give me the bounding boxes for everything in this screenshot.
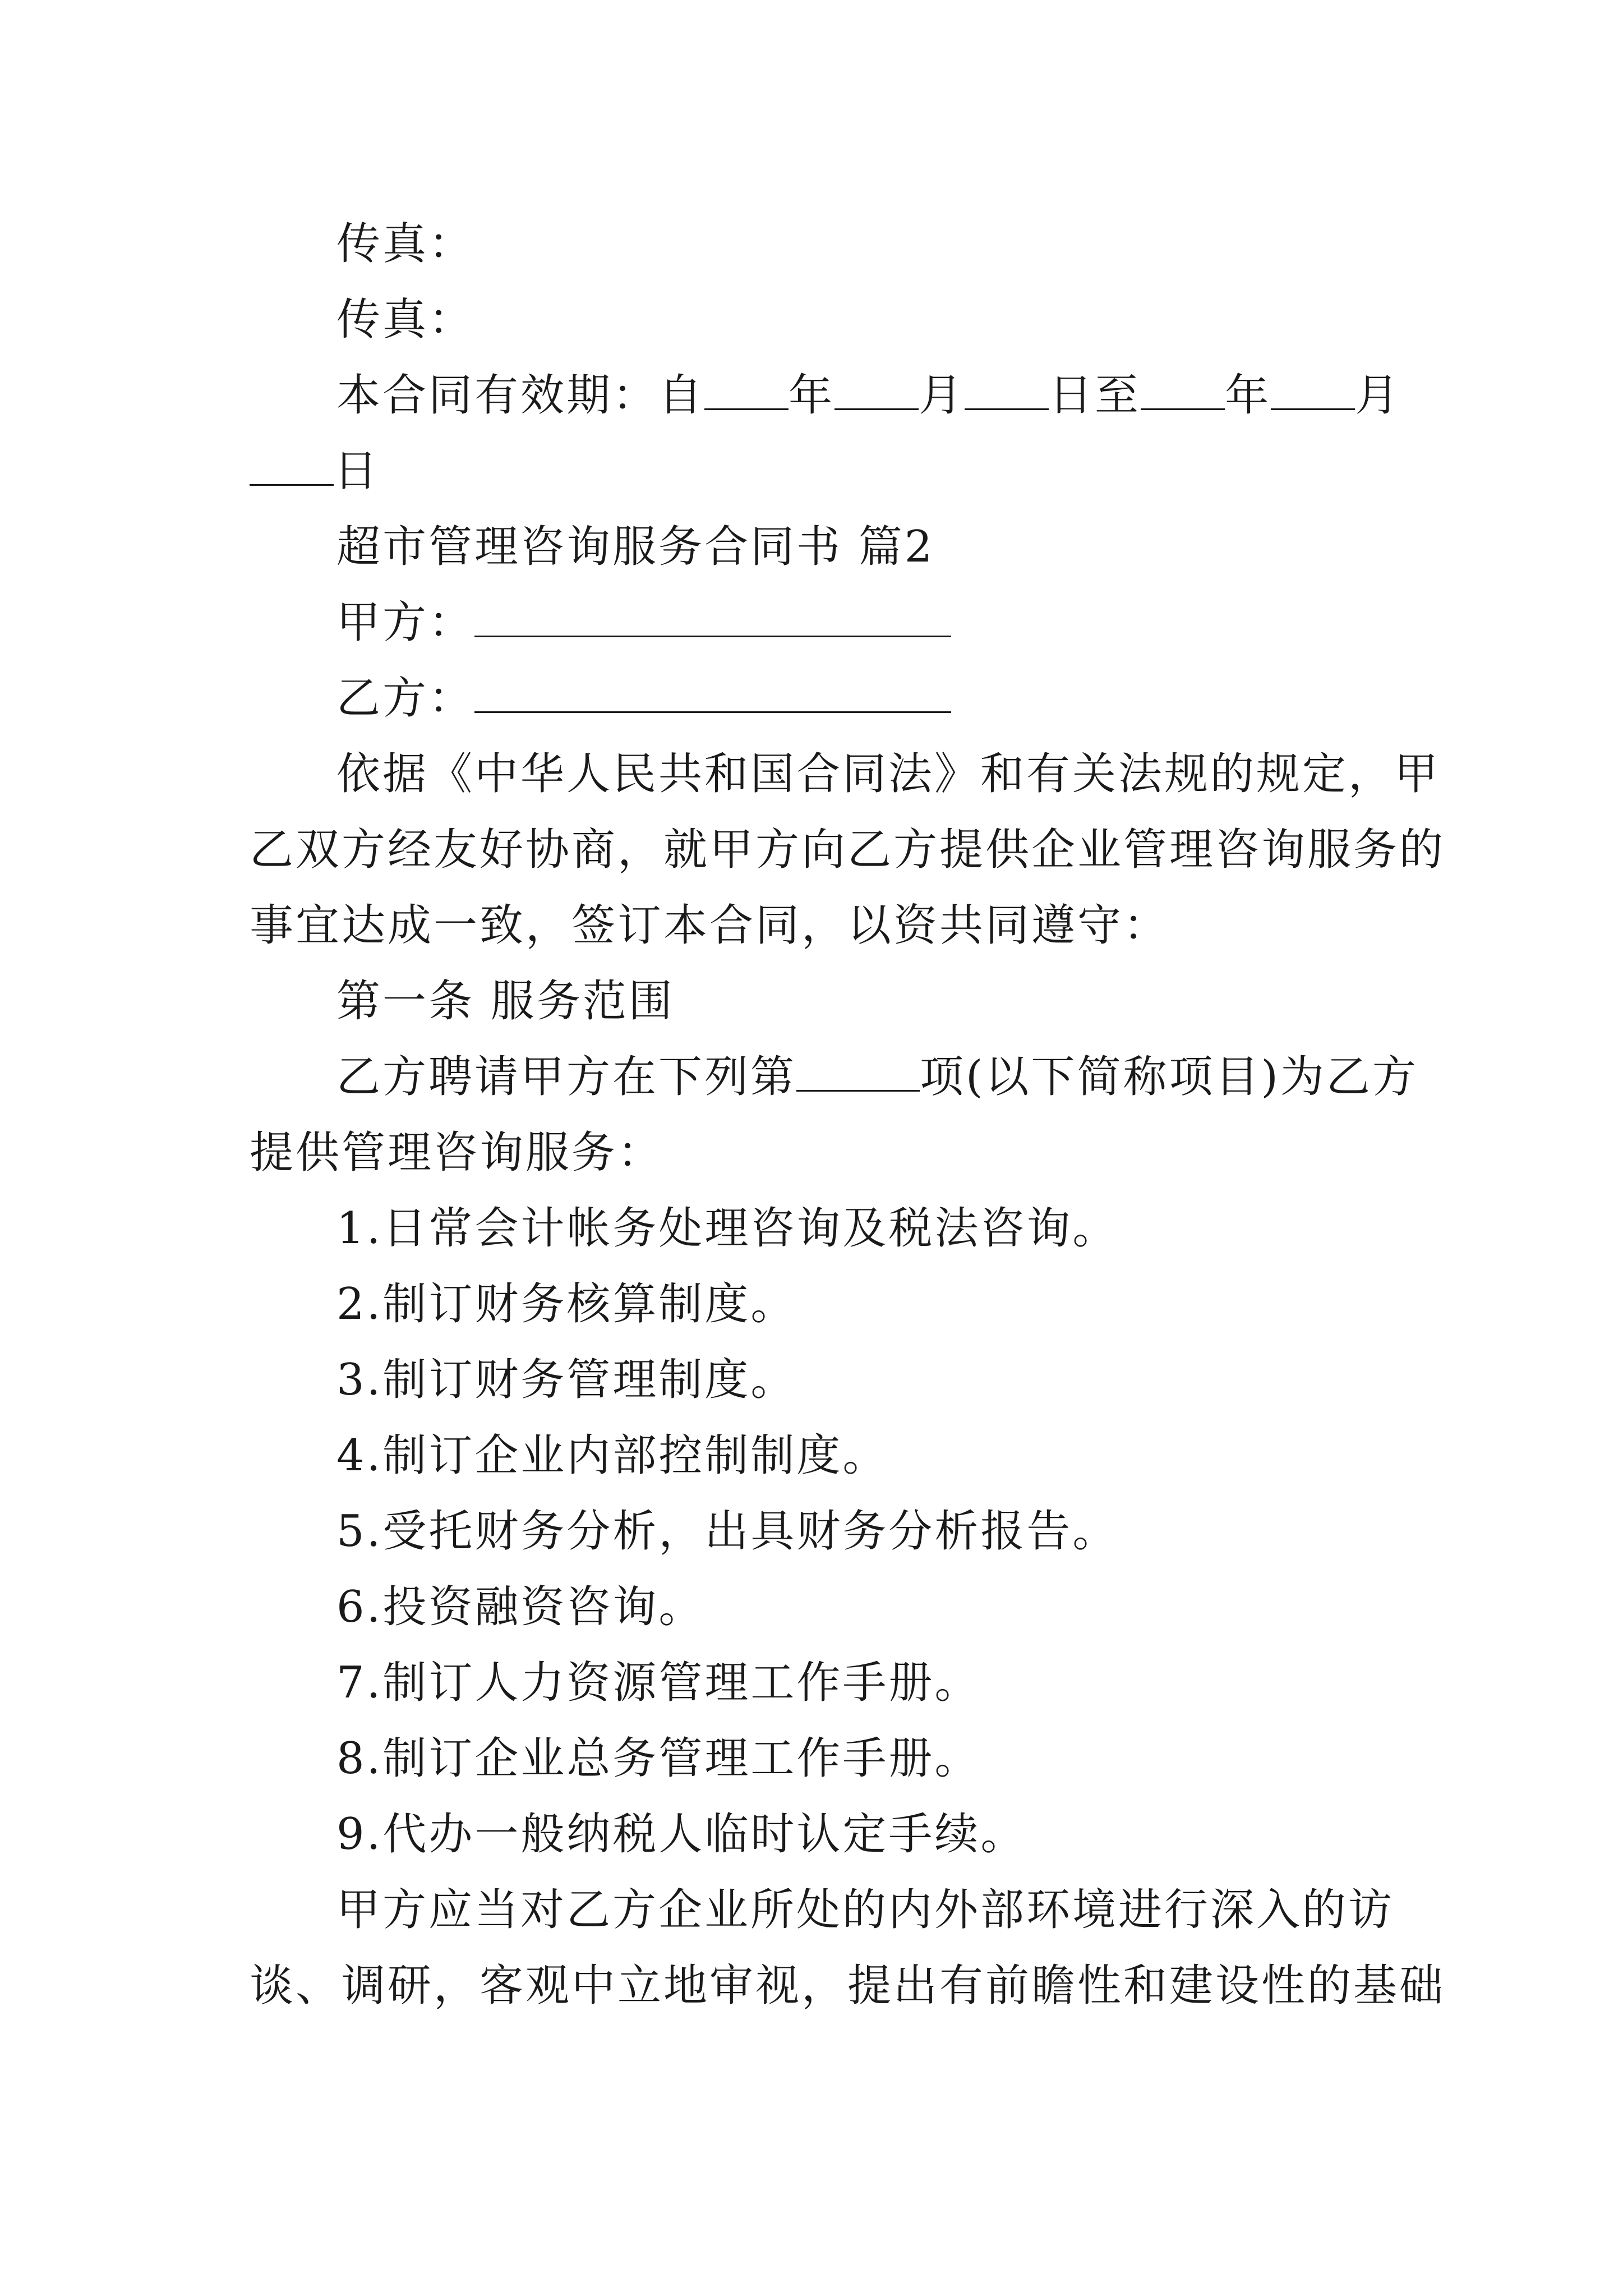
closing-line-1: 甲方应当对乙方企业所处的内外部环境进行深入的访 — [336, 1885, 1395, 1935]
item-number-blank — [796, 1051, 920, 1092]
fax-line-2: 传真： — [336, 295, 475, 345]
year-label-2: 年 — [1225, 370, 1271, 421]
list-item: 4.制订企业内部控制制度。 — [336, 1430, 889, 1481]
section-title: 超市管理咨询服务合同书 篇2 — [336, 522, 935, 572]
party-a-line — [336, 595, 951, 651]
month-blank-1 — [834, 369, 919, 410]
article1-body-a: 乙方聘请甲方在下列第 — [336, 1052, 797, 1102]
closing-line-2: 谈、调研，客观中立地审视，提出有前瞻性和建设性的基础 — [250, 1961, 1446, 2011]
year-label-1: 年 — [789, 370, 835, 421]
validity-prefix: 本合同有效期：自 — [336, 370, 705, 421]
month-label-1: 月 — [919, 370, 965, 421]
list-item: 9.代办一般纳税人临时认定手续。 — [336, 1809, 1027, 1860]
list-item: 5.受托财务分析，出具财务分析报告。 — [336, 1506, 1119, 1557]
list-item: 2.制订财务核算制度。 — [336, 1279, 797, 1329]
list-item: 8.制订企业总务管理工作手册。 — [336, 1733, 981, 1784]
month-blank-2 — [1271, 369, 1355, 410]
list-item: 6.投资融资咨询。 — [336, 1582, 705, 1632]
validity-line-2 — [250, 443, 380, 499]
article1-title: 第一条 服务范围 — [336, 976, 675, 1027]
month-label-2: 月 — [1355, 370, 1401, 421]
list-item: 3.制订财务管理制度。 — [336, 1355, 797, 1405]
year-blank-2 — [1141, 369, 1225, 410]
intro-line-3: 事宜达成一致，签订本合同，以资共同遵守： — [250, 900, 1170, 951]
day-blank-2 — [250, 445, 334, 486]
party-b-blank — [474, 672, 951, 713]
list-item: 1.日常会计帐务处理咨询及税法咨询。 — [336, 1203, 1119, 1254]
day-label-2: 日 — [334, 446, 380, 496]
year-blank-1 — [704, 369, 789, 410]
validity-line — [336, 367, 1401, 424]
article1-body-line-2: 提供管理咨询服务： — [250, 1128, 664, 1178]
day-to-label: 日至 — [1049, 370, 1141, 421]
day-blank-1 — [965, 369, 1049, 410]
intro-line-1: 依据《中华人民共和国合同法》和有关法规的规定，甲 — [336, 749, 1441, 799]
party-a-label: 甲方： — [336, 597, 475, 648]
article1-body-line-1 — [336, 1049, 1418, 1105]
party-b-line — [336, 670, 951, 726]
party-a-blank — [474, 596, 951, 637]
party-b-label: 乙方： — [336, 673, 475, 724]
fax-line-1: 传真： — [336, 219, 475, 269]
list-item: 7.制订人力资源管理工作手册。 — [336, 1658, 981, 1708]
intro-line-2: 乙双方经友好协商，就甲方向乙方提供企业管理咨询服务的 — [250, 825, 1446, 875]
article1-body-b: 项(以下简称项目)为乙方 — [920, 1052, 1418, 1102]
